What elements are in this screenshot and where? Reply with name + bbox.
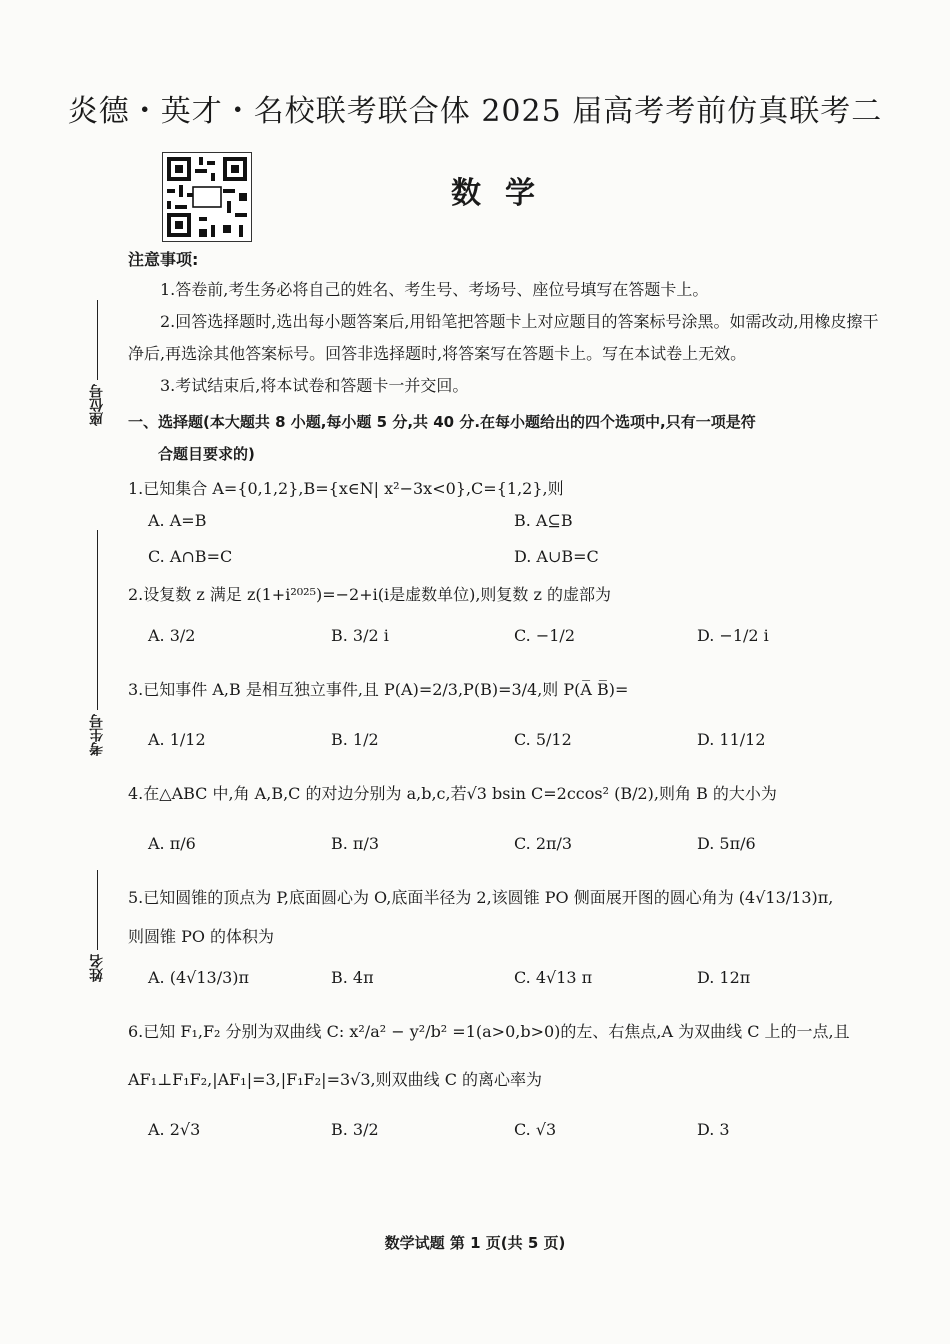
question-stem: 1.已知集合 A={0,1,2},B={x∈N| x²−3x<0},C={1,2},则 bbox=[128, 479, 564, 498]
section-heading bbox=[128, 406, 890, 470]
subject-title: 数学 bbox=[451, 176, 559, 211]
option-d: D. 11/12 bbox=[697, 730, 766, 749]
option-a: A. 3/2 bbox=[148, 626, 196, 645]
option-b: B. 4π bbox=[331, 968, 374, 987]
section-heading-line2: 合题目要求的) bbox=[158, 445, 255, 463]
notice-title: 注意事项: bbox=[128, 250, 199, 269]
question-1 bbox=[128, 474, 890, 576]
option-a: A. 2√3 bbox=[148, 1120, 201, 1139]
question-5 bbox=[128, 874, 890, 1004]
seat-number-field bbox=[82, 300, 112, 426]
option-d: D. 12π bbox=[697, 968, 751, 987]
option-d: D. A∪B=C bbox=[514, 547, 599, 566]
notice-item: 2.回答选择题时,选出每小题答案后,用铅笔把答题卡上对应题目的答案标号涂黑。如需改动,用橡皮擦干净后,再选涂其他答案标号。回答非选择题时,将答案写在答题卡上。写在本试卷上无效。 bbox=[128, 312, 879, 363]
name-line bbox=[97, 870, 98, 950]
question-stem: 5.已知圆锥的顶点为 P,底面圆心为 O,底面半径为 2,该圆锥 PO 侧面展开图的圆心角为 (4√13/13)π, bbox=[128, 888, 834, 907]
question-stem-continued: AF₁⊥F₁F₂,|AF₁|=3,|F₁F₂|=3√3,则双曲线 C 的离心率为 bbox=[128, 1070, 543, 1089]
option-b: B. 3/2 i bbox=[331, 626, 389, 645]
seat-number-label: 座位号 bbox=[89, 384, 105, 426]
seat-number-line bbox=[97, 300, 98, 380]
question-3 bbox=[128, 666, 890, 766]
exam-number-line bbox=[97, 530, 98, 710]
name-label: 姓名 bbox=[89, 954, 105, 982]
exam-content bbox=[128, 246, 890, 1156]
question-stem: 3.已知事件 A,B 是相互独立事件,且 P(A)=2/3,P(B)=3/4,则 P(A̅ B̅)= bbox=[128, 680, 629, 699]
question-6 bbox=[128, 1008, 890, 1156]
question-stem: 2.设复数 z 满足 z(1+i²⁰²⁵)=−2+i(i是虚数单位),则复数 z 的虚部为 bbox=[128, 585, 612, 604]
notice-item: 3.考试结束后,将本试卷和答题卡一并交回。 bbox=[160, 376, 469, 395]
exam-number-label: 考生号 bbox=[89, 714, 105, 756]
option-b: B. π/3 bbox=[331, 834, 380, 853]
option-b: B. A⊆B bbox=[514, 511, 573, 530]
option-c: C. 5/12 bbox=[514, 730, 572, 749]
exam-title: 炎德・英才・名校联考联合体 2025 届高考考前仿真联考二 bbox=[67, 94, 883, 129]
option-d: D. 5π/6 bbox=[697, 834, 756, 853]
option-a: A. π/6 bbox=[148, 834, 196, 853]
option-c: C. √3 bbox=[514, 1120, 557, 1139]
page-footer: 数学试题 第 1 页(共 5 页) bbox=[384, 1234, 566, 1252]
option-a: A. 1/12 bbox=[148, 730, 206, 749]
question-stem: 6.已知 F₁,F₂ 分别为双曲线 C: x²/a² − y²/b² =1(a>0,b>0)的左、右焦点,A 为双曲线 C 上的一点,且 bbox=[128, 1022, 850, 1041]
option-b: B. 1/2 bbox=[331, 730, 379, 749]
question-4 bbox=[128, 770, 890, 870]
question-2 bbox=[128, 580, 890, 662]
option-c: C. A∩B=C bbox=[148, 547, 233, 566]
option-a: A. A=B bbox=[148, 511, 207, 530]
option-a: A. (4√13/3)π bbox=[148, 968, 250, 987]
exam-number-field bbox=[82, 530, 112, 756]
option-b: B. 3/2 bbox=[331, 1120, 379, 1139]
option-c: C. 4√13 π bbox=[514, 968, 593, 987]
notice-item: 1.答卷前,考生务必将自己的姓名、考生号、考场号、座位号填写在答题卡上。 bbox=[160, 280, 709, 299]
section-heading-line1: 一、选择题(本大题共 8 小题,每小题 5 分,共 40 分.在每小题给出的四个选项中,只有一项是符 bbox=[128, 413, 756, 431]
option-d: D. 3 bbox=[697, 1120, 730, 1139]
name-field bbox=[82, 870, 112, 982]
option-d: D. −1/2 i bbox=[697, 626, 769, 645]
option-c: C. −1/2 bbox=[514, 626, 575, 645]
question-stem-continued: 则圆锥 PO 的体积为 bbox=[128, 927, 275, 946]
option-c: C. 2π/3 bbox=[514, 834, 573, 853]
question-stem: 4.在△ABC 中,角 A,B,C 的对边分别为 a,b,c,若√3 bsin C=2ccos² (B/2),则角 B 的大小为 bbox=[128, 784, 777, 803]
